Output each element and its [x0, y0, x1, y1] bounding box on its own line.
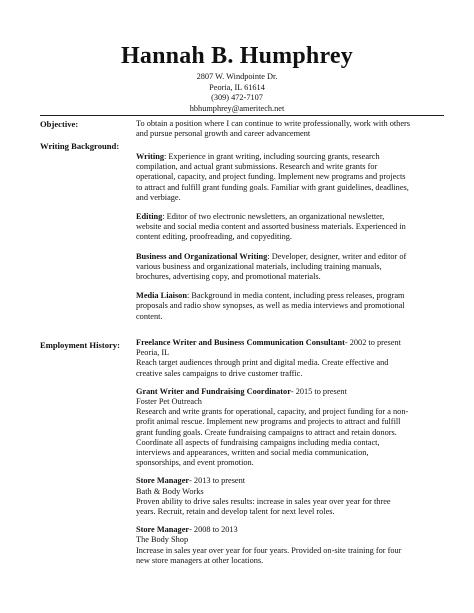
job-line: Coordinate all aspects of fundraising campaigns including media contact, — [136, 437, 380, 447]
contact-email: hbhumphrey@ameritech.net — [189, 103, 285, 113]
employment-history-label: Employment History: — [40, 340, 120, 350]
job-line: new store managers at other locations. — [136, 555, 264, 565]
contact-phone: (309) 472-7107 — [211, 93, 263, 102]
contact-block — [0, 72, 474, 114]
job-line: Research and write grants for operational, capacity, and project funding for a non- — [136, 407, 409, 417]
objective-label: Objective: — [40, 119, 79, 129]
writing-item-line: : Experience in grant writing, including sourcing grants, research — [163, 152, 380, 161]
writing-item-line: : Editor of two electronic newsletters, an organizational newsletter, — [162, 212, 385, 222]
writing-item-title: Editing — [136, 212, 163, 222]
job-dates: - 2008 to 2013 — [189, 525, 238, 535]
writing-item — [136, 252, 466, 283]
writing-item — [136, 152, 466, 203]
job-line: interviews and appearances, written and social media communication, — [136, 448, 369, 458]
writing-background-section — [136, 152, 466, 331]
header-divider — [40, 115, 444, 116]
writing-item-line: proposals and radio show synopses, as well as media interviews and promotional — [136, 301, 405, 311]
writing-item-line: : Background in media content, including press releases, program — [186, 291, 405, 301]
writing-background-label: Writing Background: — [40, 141, 120, 151]
objective-line: To obtain a position where I can continue to write professionally, work with others — [136, 119, 410, 128]
writing-item-line: content. — [136, 311, 163, 321]
job-line: profit animal rescue. Implement new programs and projects to attract and fulfill — [136, 417, 401, 427]
writing-item-line: brochures, advertising copy, and promotional materials. — [136, 272, 321, 282]
writing-item-line: various business and organizational materials, including training manuals, — [136, 261, 382, 271]
writing-item-title: Media Liaison — [136, 291, 187, 301]
job-entry — [136, 525, 466, 566]
resume-name: Hannah B. Humphrey — [121, 43, 353, 69]
job-line: years. Recruit, retain and develop talent for next level roles. — [136, 507, 335, 517]
writing-item-line: website and social media content and assorted business materials. Experienced in — [136, 222, 406, 232]
writing-item-line: operational, capacity, and project funding. Implement new programs and projects — [136, 172, 406, 182]
job-line: Proven ability to drive sales results: increase in sales year over year for three — [136, 496, 391, 506]
job-org: The Body Shop — [136, 535, 189, 545]
job-org: Peoria, IL — [136, 348, 170, 358]
writing-item — [136, 212, 466, 243]
job-org: Foster Pet Outreach — [136, 397, 202, 407]
contact-city: Peoria, IL 61614 — [209, 82, 265, 92]
employment-history-section — [136, 338, 466, 574]
writing-item-line: compilation, and actual grant submissions. Research and write grants for — [136, 162, 378, 172]
job-entry — [136, 476, 466, 517]
objective-text — [136, 119, 466, 139]
job-dates: - 2015 to present — [290, 386, 347, 396]
job-entry — [136, 338, 466, 379]
writing-item-title: Writing — [136, 152, 164, 161]
objective-line: and pursue personal growth and career advancement — [136, 129, 311, 139]
job-title: Freelance Writer and Business Communication Consultant — [136, 338, 345, 347]
job-line: Reach target audiences through print and digital media. Create effective and — [136, 358, 389, 368]
job-line: creative sales campaigns to drive customer traffic. — [136, 368, 303, 378]
writing-item-title: Business and Organizational Writing — [136, 251, 268, 261]
writing-item — [136, 291, 466, 322]
job-dates: - 2013 to present — [189, 476, 246, 486]
contact-address: 2807 W. Windpointe Dr. — [196, 72, 278, 81]
job-line: Increase in sales year over year for four years. Provided on-site training for four — [136, 545, 402, 555]
job-dates: - 2002 to present — [344, 338, 401, 347]
writing-item-line: : Developer, designer, writer and editor of — [267, 251, 407, 261]
job-line: grant funding goals. Create fundraising campaigns to attract and retain donors. — [136, 427, 397, 437]
job-org: Bath & Body Works — [136, 486, 204, 496]
job-title: Grant Writer and Fundraising Coordinator — [136, 386, 291, 396]
job-entry — [136, 387, 466, 469]
writing-item-line: content editing, proofreading, and copyediting. — [136, 232, 292, 242]
writing-item-line: to attract and fulfill grant funding goals. Familiar with grant guidelines, deadlines, — [136, 182, 409, 192]
job-title: Store Manager — [136, 476, 190, 486]
job-line: sponsorships, and event promotion. — [136, 458, 254, 468]
writing-item-line: and verbiage. — [136, 192, 181, 202]
job-title: Store Manager — [136, 525, 190, 535]
